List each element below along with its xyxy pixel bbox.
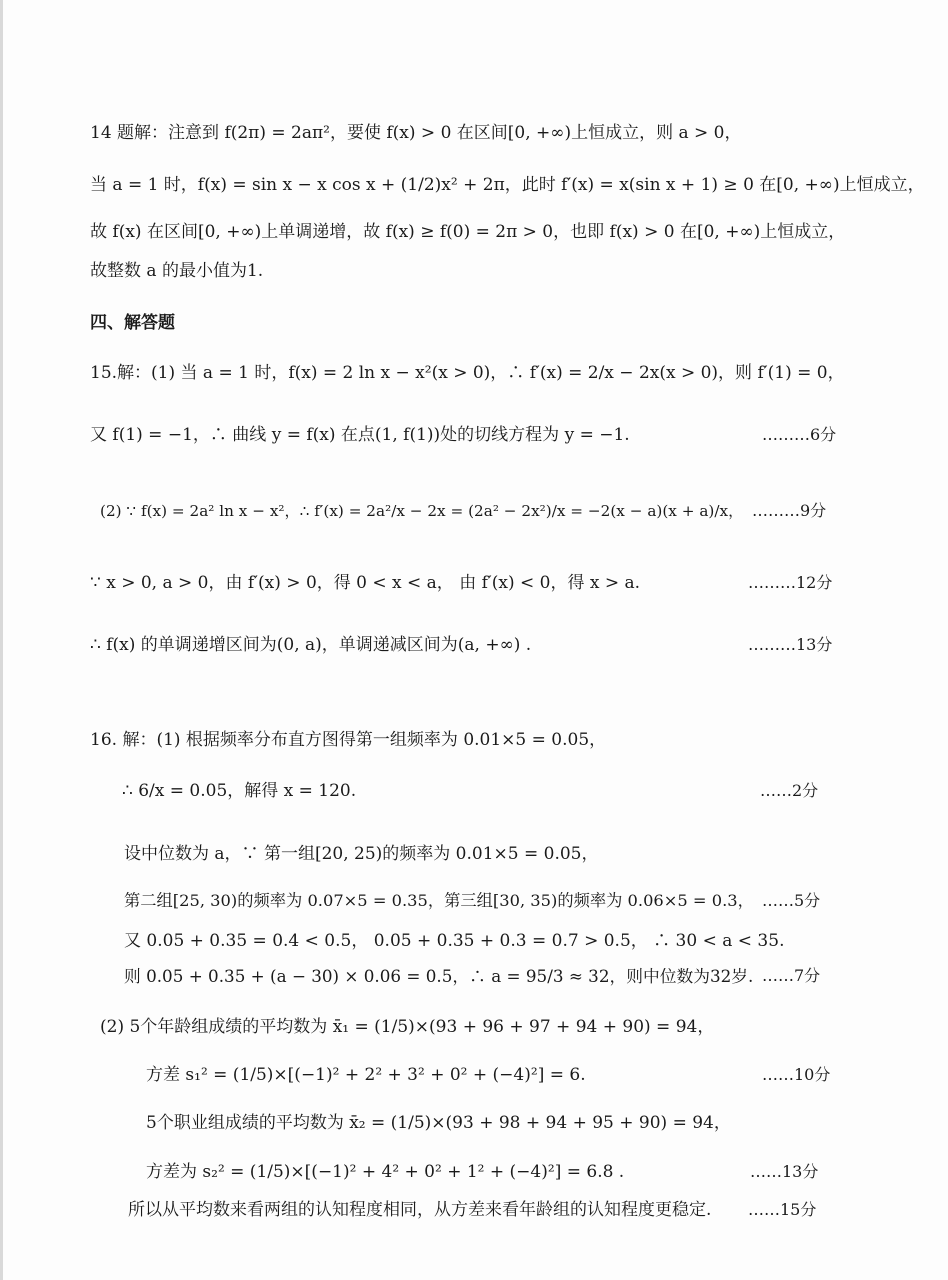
q15-score-3: ………9分 xyxy=(752,501,827,520)
q15-score-2: ………6分 xyxy=(762,425,837,444)
q15-text-5: ∴ f(x) 的单调递增区间为(0, a)，单调递减区间为(a, +∞) . xyxy=(90,635,532,655)
q16-score-4: ……5分 xyxy=(762,891,821,910)
q14-text-2: 当 a = 1 时，f(x) = sin x − x cos x + (1/2)x² + 2π，此时 f′(x) = x(sin x + 1) ≥ 0 在[0, +∞)上恒成立， xyxy=(90,175,925,195)
q16-text-5: 又 0.05 + 0.35 = 0.4 < 0.5， 0.05 + 0.35 + 0.3 = 0.7 > 0.5， ∴ 30 < a < 35. xyxy=(124,931,785,951)
q16-text-9: 5个职业组成绩的平均数为 x̄₂ = (1/5)×(93 + 98 + 94 + 95 + 90) = 94， xyxy=(146,1113,731,1133)
q16-text-7: (2) 5个年龄组成绩的平均数为 x̄₁ = (1/5)×(93 + 96 + 97 + 94 + 90) = 94， xyxy=(100,1017,715,1037)
q16-text-10: 方差为 s₂² = (1/5)×[(−1)² + 4² + 0² + 1² + (−4)²] = 6.8 . xyxy=(146,1162,625,1182)
q16-score-2: ……2分 xyxy=(760,781,819,800)
q15-text-4: ∵ x > 0, a > 0，由 f′(x) > 0，得 0 < x < a， 由 f′(x) < 0，得 x > a. xyxy=(90,573,641,593)
q16-score-6: ……7分 xyxy=(762,966,821,985)
q16-score-8: ……10分 xyxy=(762,1065,831,1084)
q16-text-4: 第二组[25, 30)的频率为 0.07×5 = 0.35，第三组[30, 35)的频率为 0.06×5 = 0.3， xyxy=(124,891,754,910)
page-left-edge xyxy=(0,0,3,1280)
q15-text-3: (2) ∵ f(x) = 2a² ln x − x²，∴ f′(x) = 2a²/x − 2x = (2a² − 2x²)/x = −2(x − a)(x + a)/x， xyxy=(100,502,744,520)
q14-text-1: 14 题解：注意到 f(2π) = 2aπ²，要使 f(x) > 0 在区间[0, +∞)上恒成立，则 a > 0， xyxy=(90,123,742,143)
q16-score-10: ……13分 xyxy=(750,1162,819,1181)
q15-text-2: 又 f(1) = −1，∴ 曲线 y = f(x) 在点(1, f(1))处的切线方程为 y = −1. xyxy=(90,425,630,445)
q15-score-5: ………13分 xyxy=(748,635,833,654)
q15-score-4: ………12分 xyxy=(748,573,833,592)
q16-score-11: ……15分 xyxy=(748,1200,817,1219)
q16-text-8: 方差 s₁² = (1/5)×[(−1)² + 2² + 3² + 0² + (−4)²] = 6. xyxy=(146,1065,586,1085)
q16-text-3: 设中位数为 a，∵ 第一组[20, 25)的频率为 0.01×5 = 0.05， xyxy=(124,844,599,864)
q15-text-1: 15.解：(1) 当 a = 1 时，f(x) = 2 ln x − x²(x > 0)，∴ f′(x) = 2/x − 2x(x > 0)，则 f′(1) = 0， xyxy=(90,363,845,383)
q16-text-6: 则 0.05 + 0.35 + (a − 30) × 0.06 = 0.5，∴ a = 95/3 ≈ 32，则中位数为32岁. xyxy=(124,966,754,986)
q16-text-1: 16. 解：(1) 根据频率分布直方图得第一组频率为 0.01×5 = 0.05， xyxy=(90,730,607,750)
q16-text-11: 所以从平均数来看两组的认知程度相同，从方差来看年龄组的认知程度更稳定. xyxy=(128,1200,712,1220)
section-heading-text: 四、解答题 xyxy=(90,313,175,333)
q14-text-4: 故整数 a 的最小值为1. xyxy=(90,261,264,281)
q16-text-2: ∴ 6/x = 0.05，解得 x = 120. xyxy=(122,781,357,801)
q14-text-3: 故 f(x) 在区间[0, +∞)上单调递增，故 f(x) ≥ f(0) = 2π > 0，也即 f(x) > 0 在[0, +∞)上恒成立， xyxy=(90,222,846,242)
